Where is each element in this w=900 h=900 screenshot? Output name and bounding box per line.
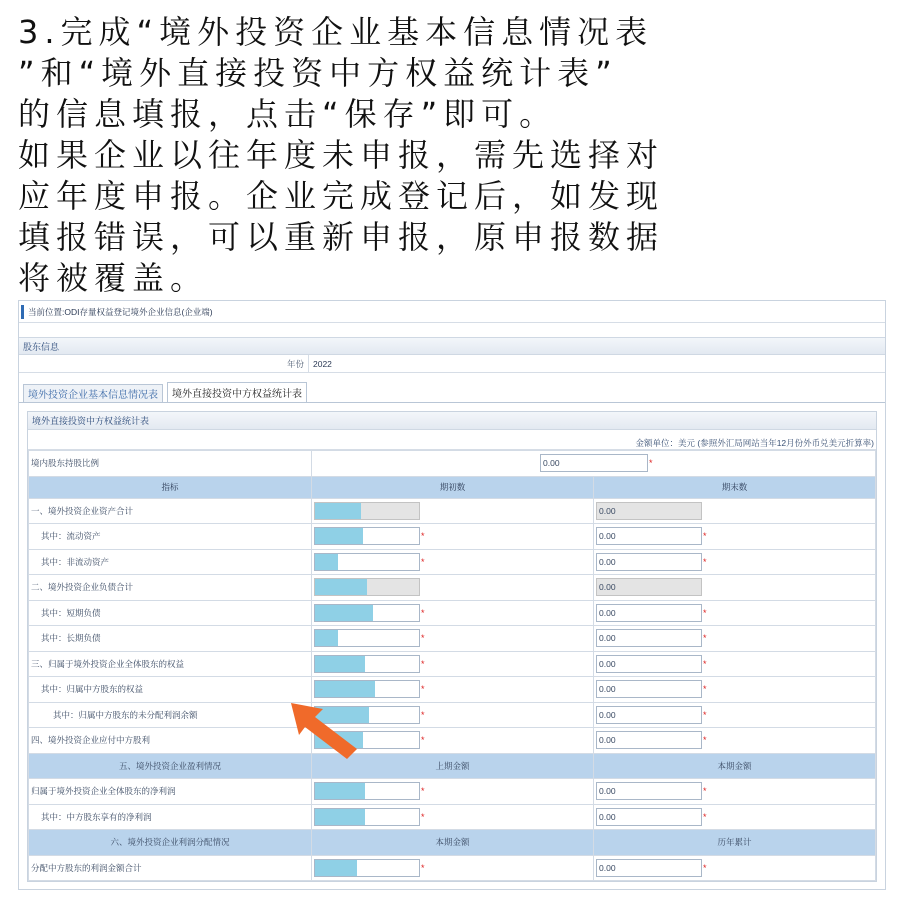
required-mark: * (421, 684, 425, 695)
closing-value-input[interactable]: 0.00 (596, 782, 702, 800)
row-label: 其中：长期负债 (29, 626, 312, 652)
closing-cell (594, 804, 876, 830)
opening-cell-wrap (314, 524, 591, 549)
opening-value-input[interactable] (314, 859, 420, 877)
opening-value-input[interactable] (314, 782, 420, 800)
required-mark: * (421, 556, 425, 567)
opening-value-input[interactable] (314, 655, 420, 673)
required-mark: * (703, 811, 707, 822)
unit-note: 金额单位：美元 (参照外汇局网站当年12月份外币兑美元折算率) (28, 430, 876, 450)
required-mark: * (703, 607, 707, 618)
instruction-line: 应年度申报。企业完成登记后，如发现 (18, 177, 665, 215)
closing-cell (594, 855, 876, 881)
closing-cell (594, 702, 876, 728)
closing-value-input[interactable]: 0.00 (596, 680, 702, 698)
redaction-mark (315, 528, 363, 544)
required-mark: * (703, 531, 707, 542)
closing-value-input[interactable]: 0.00 (596, 604, 702, 622)
redaction-mark (315, 809, 365, 825)
closing-cell-wrap (596, 805, 873, 830)
row-label: 一、境外投资企业资产合计 (29, 498, 312, 524)
closing-value-input[interactable]: 0.00 (596, 527, 702, 545)
header-opening: 期初数 (312, 476, 594, 498)
row-label: 其中：短期负债 (29, 600, 312, 626)
required-mark: * (703, 735, 707, 746)
opening-cell-wrap (314, 601, 591, 626)
row-label: 分配中方股东的利润金额合计 (29, 855, 312, 881)
required-mark: * (421, 658, 425, 669)
required-mark: * (421, 607, 425, 618)
header-cell: 六、境外投资企业利润分配情况 (29, 830, 312, 856)
row-label: 四、境外投资企业应付中方股利 (29, 728, 312, 754)
opening-value-input[interactable] (314, 629, 420, 647)
opening-value-input[interactable] (314, 527, 420, 545)
opening-cell-wrap (314, 677, 591, 702)
opening-cell-wrap (314, 856, 591, 881)
closing-cell (594, 728, 876, 754)
opening-cell (312, 677, 594, 703)
closing-cell-wrap (596, 728, 873, 753)
instruction-line: 填报错误，可以重新申报，原申报数据 (18, 218, 665, 256)
profit-section-header (29, 753, 876, 779)
opening-cell (312, 575, 594, 601)
required-mark: * (421, 531, 425, 542)
breadcrumb-marker (21, 305, 24, 319)
year-value: 2022 (313, 358, 332, 369)
required-mark: * (703, 709, 707, 720)
closing-cell-wrap (596, 499, 873, 524)
opening-cell (312, 549, 594, 575)
closing-value-input[interactable]: 0.00 (596, 629, 702, 647)
header-cell: 本期金额 (312, 830, 594, 856)
opening-cell-wrap (314, 550, 591, 575)
row-label: 其中：流动资产 (29, 524, 312, 550)
breadcrumb-text: 当前位置:ODI存量权益登记境外企业信息(企业端) (28, 306, 213, 317)
equity-stats-panel (27, 411, 877, 882)
opening-cell-wrap (314, 805, 591, 830)
equity-table (28, 450, 876, 881)
opening-cell (312, 651, 594, 677)
required-mark: * (421, 811, 425, 822)
table-row (29, 549, 876, 575)
required-mark: * (703, 658, 707, 669)
closing-value-input: 0.00 (596, 502, 702, 520)
required-mark: * (703, 786, 707, 797)
opening-cell (312, 524, 594, 550)
required-mark: * (649, 458, 653, 469)
closing-cell-wrap (596, 703, 873, 728)
table-row (29, 804, 876, 830)
instruction-text (18, 12, 888, 299)
row-label: 其中：归属中方股东的未分配利润余额 (29, 702, 312, 728)
opening-cell (312, 855, 594, 881)
opening-cell-wrap (314, 626, 591, 651)
opening-cell-wrap (314, 575, 591, 600)
opening-value-input[interactable] (314, 553, 420, 571)
arrow-pointer-icon (289, 701, 359, 761)
closing-value-input[interactable]: 0.00 (596, 731, 702, 749)
header-cell: 上期金额 (312, 753, 594, 779)
table-row (29, 626, 876, 652)
closing-cell (594, 651, 876, 677)
table-header (29, 476, 876, 498)
row-label: 其中：非流动资产 (29, 549, 312, 575)
ratio-row (29, 451, 876, 477)
closing-cell-wrap (596, 550, 873, 575)
row-label: 归属于境外投资企业全体股东的净利润 (29, 779, 312, 805)
year-row (19, 355, 885, 373)
redaction-mark (315, 681, 375, 697)
year-label: 年份 (19, 355, 309, 372)
required-mark: * (703, 633, 707, 644)
opening-value-input (314, 578, 420, 596)
closing-cell (594, 626, 876, 652)
required-mark: * (703, 684, 707, 695)
closing-cell (594, 498, 876, 524)
opening-value-input[interactable] (314, 604, 420, 622)
required-mark: * (421, 786, 425, 797)
ratio-input[interactable]: 0.00 (540, 454, 648, 472)
redaction-mark (315, 656, 365, 672)
closing-value-input[interactable]: 0.00 (596, 553, 702, 571)
ratio-label: 境内股东持股比例 (29, 451, 312, 477)
opening-cell-wrap (314, 652, 591, 677)
opening-cell (312, 498, 594, 524)
closing-cell-wrap (596, 677, 873, 702)
opening-cell-wrap (314, 779, 591, 804)
closing-cell-wrap (596, 575, 873, 600)
closing-cell (594, 779, 876, 805)
header-closing: 期末数 (594, 476, 876, 498)
closing-cell-wrap (596, 652, 873, 677)
closing-cell (594, 600, 876, 626)
closing-value-input[interactable]: 0.00 (596, 859, 702, 877)
opening-cell (312, 626, 594, 652)
redaction-mark (315, 579, 367, 595)
required-mark: * (421, 735, 425, 746)
instruction-line: 3.完成“境外投资企业基本信息情况表 (18, 13, 654, 51)
redaction-mark (315, 503, 361, 519)
row-label: 其中：中方股东享有的净利润 (29, 804, 312, 830)
closing-cell-wrap (596, 601, 873, 626)
table-row (29, 728, 876, 754)
redaction-mark (315, 783, 365, 799)
panel-title: 境外直接投资中方权益统计表 (28, 412, 876, 430)
opening-cell (312, 600, 594, 626)
ratio-cell (312, 451, 876, 477)
instruction-line: 如果企业以往年度未申报，需先选择对 (18, 136, 665, 174)
opening-cell (312, 779, 594, 805)
header-cell: 本期金额 (594, 753, 876, 779)
redaction-mark (315, 630, 338, 646)
header-indicator: 指标 (29, 476, 312, 498)
section-header: 股东信息 (19, 337, 885, 355)
tab-equity-stats[interactable]: 境外直接投资中方权益统计表 (167, 382, 307, 402)
closing-cell (594, 524, 876, 550)
row-label: 三、归属于境外投资企业全体股东的权益 (29, 651, 312, 677)
opening-cell (312, 804, 594, 830)
required-mark: * (703, 862, 707, 873)
redaction-mark (315, 605, 373, 621)
tab-bar (19, 381, 885, 403)
redaction-mark (315, 554, 338, 570)
closing-cell-wrap (596, 524, 873, 549)
table-row (29, 524, 876, 550)
table-row (29, 498, 876, 524)
required-mark: * (703, 556, 707, 567)
required-mark: * (421, 862, 425, 873)
closing-value-input[interactable]: 0.00 (596, 808, 702, 826)
instruction-line: ”和“境外直接投资中方权益统计表” (18, 54, 618, 92)
table-row (29, 779, 876, 805)
required-mark: * (421, 709, 425, 720)
closing-cell (594, 575, 876, 601)
redaction-mark (315, 860, 357, 876)
table-row (29, 855, 876, 881)
table-row (29, 677, 876, 703)
closing-cell (594, 677, 876, 703)
closing-value-input: 0.00 (596, 578, 702, 596)
header-cell: 五、境外投资企业盈利情况 (29, 753, 312, 779)
closing-cell (594, 549, 876, 575)
breadcrumb (19, 301, 885, 323)
row-label: 其中：归属中方股东的权益 (29, 677, 312, 703)
table-row (29, 702, 876, 728)
table-row (29, 600, 876, 626)
required-mark: * (421, 633, 425, 644)
opening-value-input[interactable] (314, 680, 420, 698)
closing-cell-wrap (596, 856, 873, 881)
closing-value-input[interactable]: 0.00 (596, 706, 702, 724)
opening-value-input[interactable] (314, 808, 420, 826)
closing-cell-wrap (596, 779, 873, 804)
opening-value-input (314, 502, 420, 520)
header-cell: 历年累计 (594, 830, 876, 856)
closing-cell-wrap (596, 626, 873, 651)
opening-cell-wrap (314, 499, 591, 524)
instruction-line: 将被覆盖。 (18, 259, 209, 297)
form-screenshot (18, 300, 886, 890)
table-row (29, 575, 876, 601)
distribution-section-header (29, 830, 876, 856)
instruction-line: 的信息填报，点击“保存”即可。 (18, 95, 558, 133)
tab-basic-info[interactable]: 境外投资企业基本信息情况表 (23, 384, 163, 402)
ratio-cell-wrap (314, 451, 873, 476)
row-label: 二、境外投资企业负债合计 (29, 575, 312, 601)
table-row (29, 651, 876, 677)
closing-value-input[interactable]: 0.00 (596, 655, 702, 673)
